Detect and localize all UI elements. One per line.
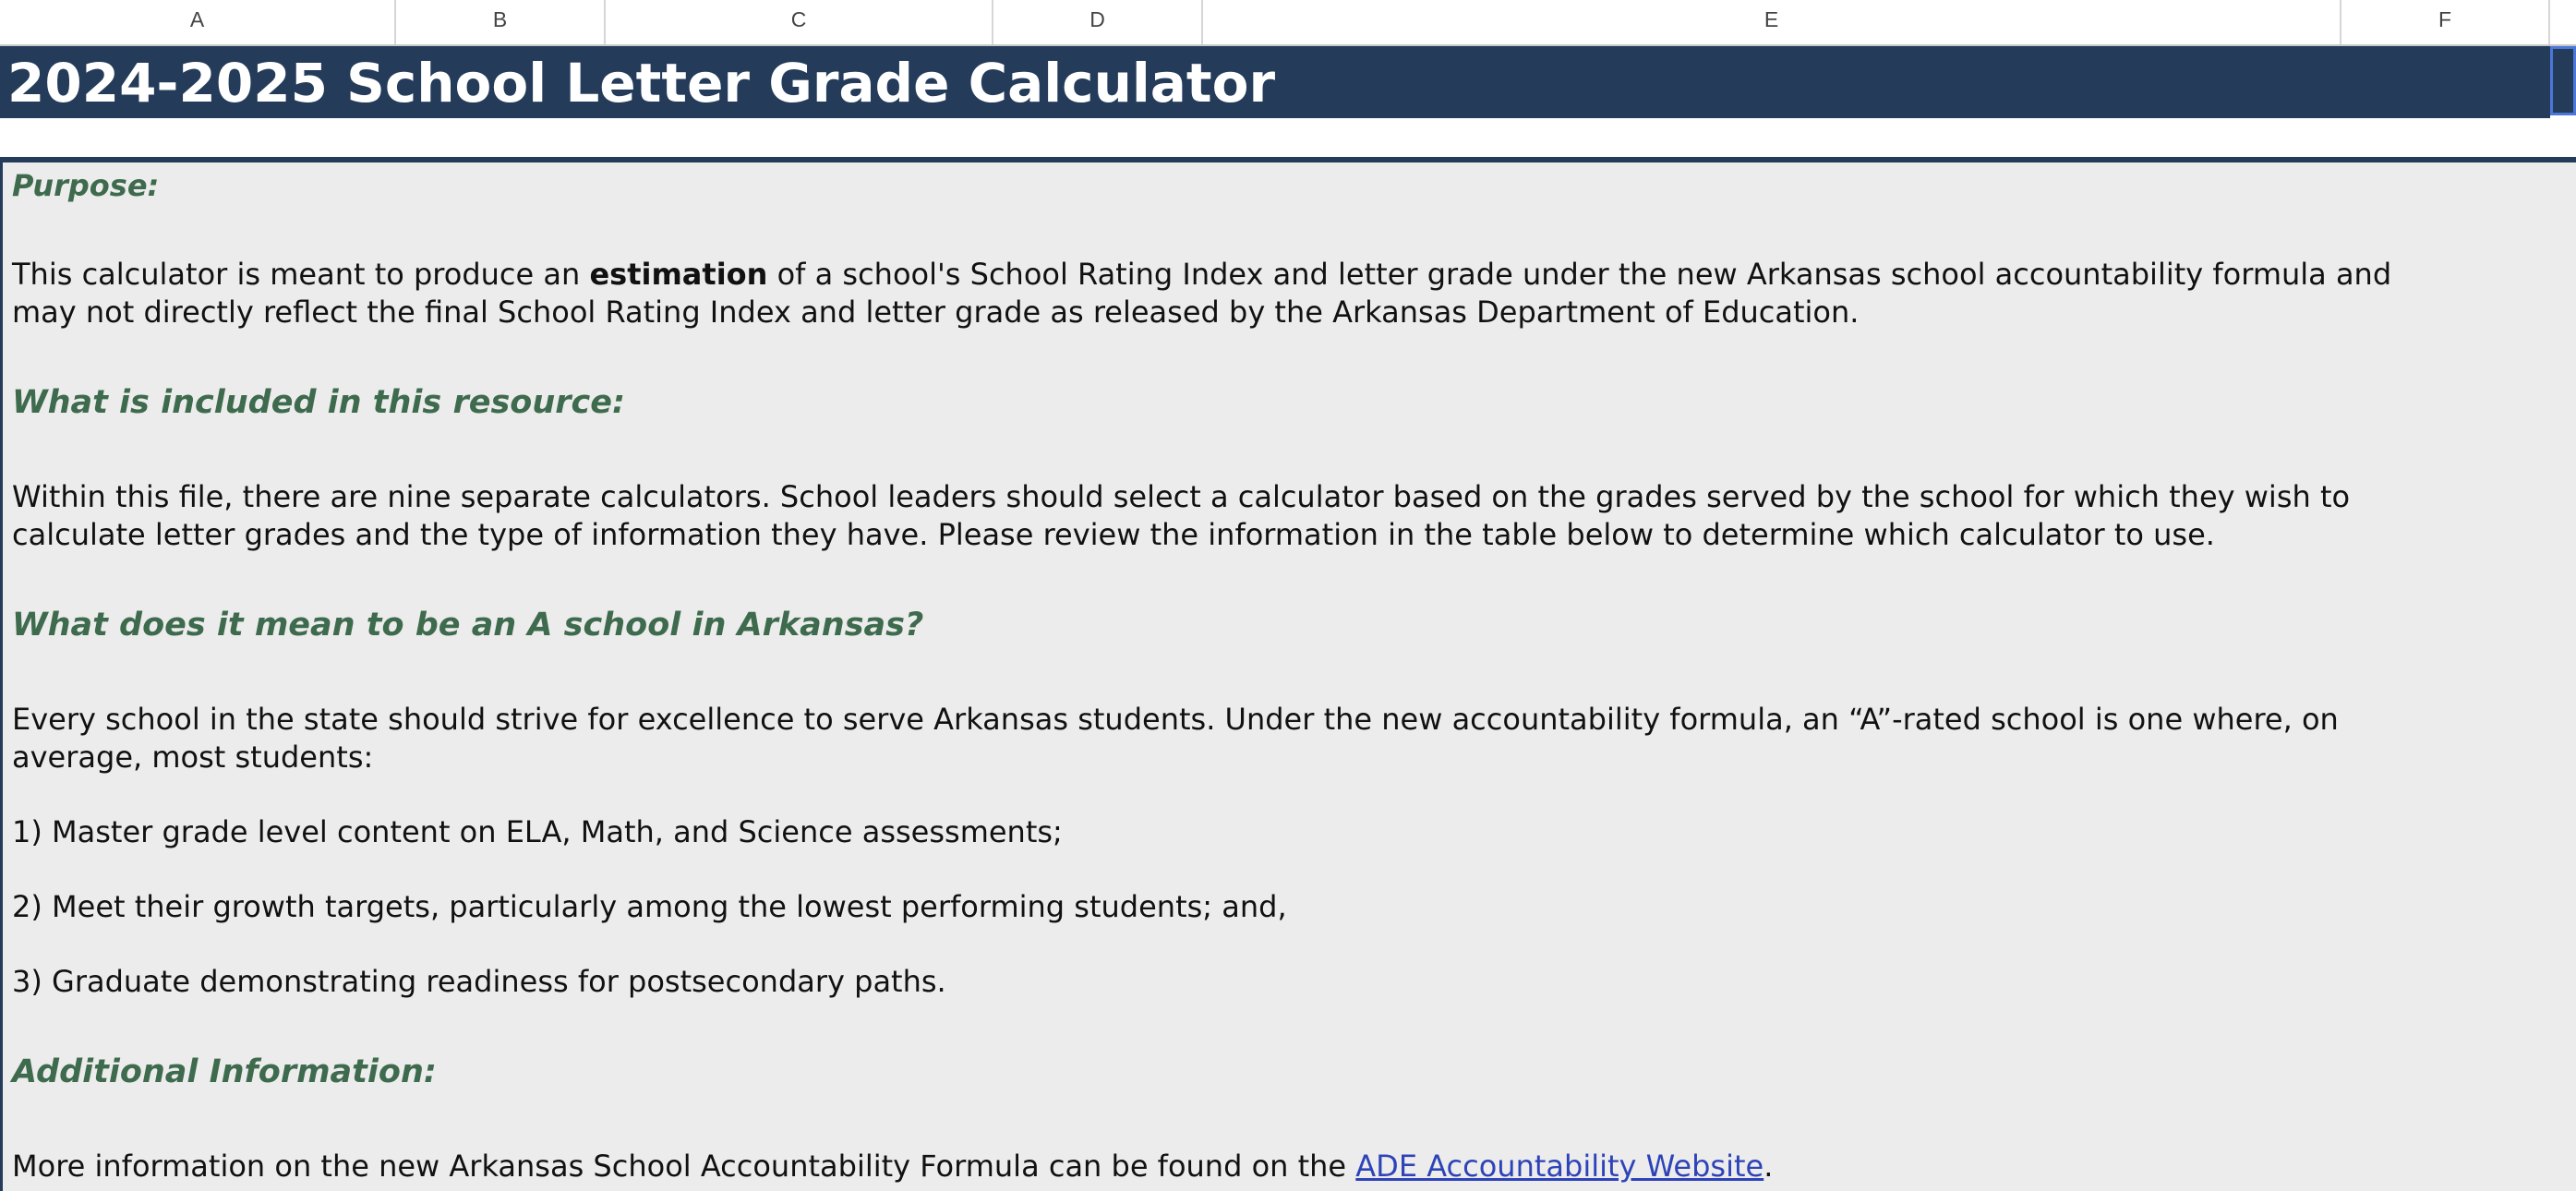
list-item: 3) Graduate demonstrating readiness for postsecondary paths.: [12, 964, 946, 999]
content-cell[interactable]: [0, 162, 2576, 1191]
additional-heading: Additional Information:: [12, 1053, 437, 1090]
a-school-line-1: Every school in the state should strive for excellence to serve Arkansas students. Under the new accountability formula, an “A”-rated school is one where, on: [12, 702, 2339, 737]
column-header-f[interactable]: F: [2341, 0, 2550, 44]
estimation-bold: estimation: [589, 257, 768, 292]
column-header-b[interactable]: B: [396, 0, 606, 44]
column-header-row: [0, 0, 2576, 46]
ade-accountability-link[interactable]: ADE Accountability Website: [1355, 1149, 1764, 1184]
column-header-c[interactable]: C: [606, 0, 993, 44]
purpose-line-2: may not directly reflect the final School Rating Index and letter grade as released by the Arkansas Department of Education.: [12, 295, 1860, 330]
included-heading: What is included in this resource:: [12, 384, 625, 421]
column-header-g-partial[interactable]: [2550, 0, 2576, 44]
page-title: 2024-2025 School Letter Grade Calculator: [7, 52, 1276, 114]
a-school-heading: What does it mean to be an A school in Arkansas?: [12, 607, 924, 644]
purpose-heading: Purpose:: [12, 168, 160, 203]
additional-line: More information on the new Arkansas School Accountability Formula can be found on the ADE Accountability Website.: [12, 1149, 1774, 1184]
column-header-e[interactable]: E: [1203, 0, 2341, 44]
empty-row[interactable]: [0, 118, 2576, 157]
column-header-d[interactable]: D: [993, 0, 1203, 44]
a-school-line-2: average, most students:: [12, 740, 374, 775]
column-header-a[interactable]: A: [0, 0, 396, 44]
purpose-line-1: This calculator is meant to produce an estimation of a school's School Rating Index and letter grade under the new Arkansas school accountability formula and: [12, 257, 2392, 292]
included-line-2: calculate letter grades and the type of information they have. Please review the information in the table below to determine which calculator to use.: [12, 517, 2215, 552]
selected-cell[interactable]: [2550, 46, 2576, 115]
list-item: 1) Master grade level content on ELA, Math, and Science assessments;: [12, 814, 1063, 849]
list-item: 2) Meet their growth targets, particularly among the lowest performing students; and,: [12, 889, 1287, 924]
included-line-1: Within this file, there are nine separate calculators. School leaders should select a calculator based on the grades served by the school for which they wish to: [12, 479, 2351, 514]
title-cell[interactable]: [0, 46, 2550, 118]
